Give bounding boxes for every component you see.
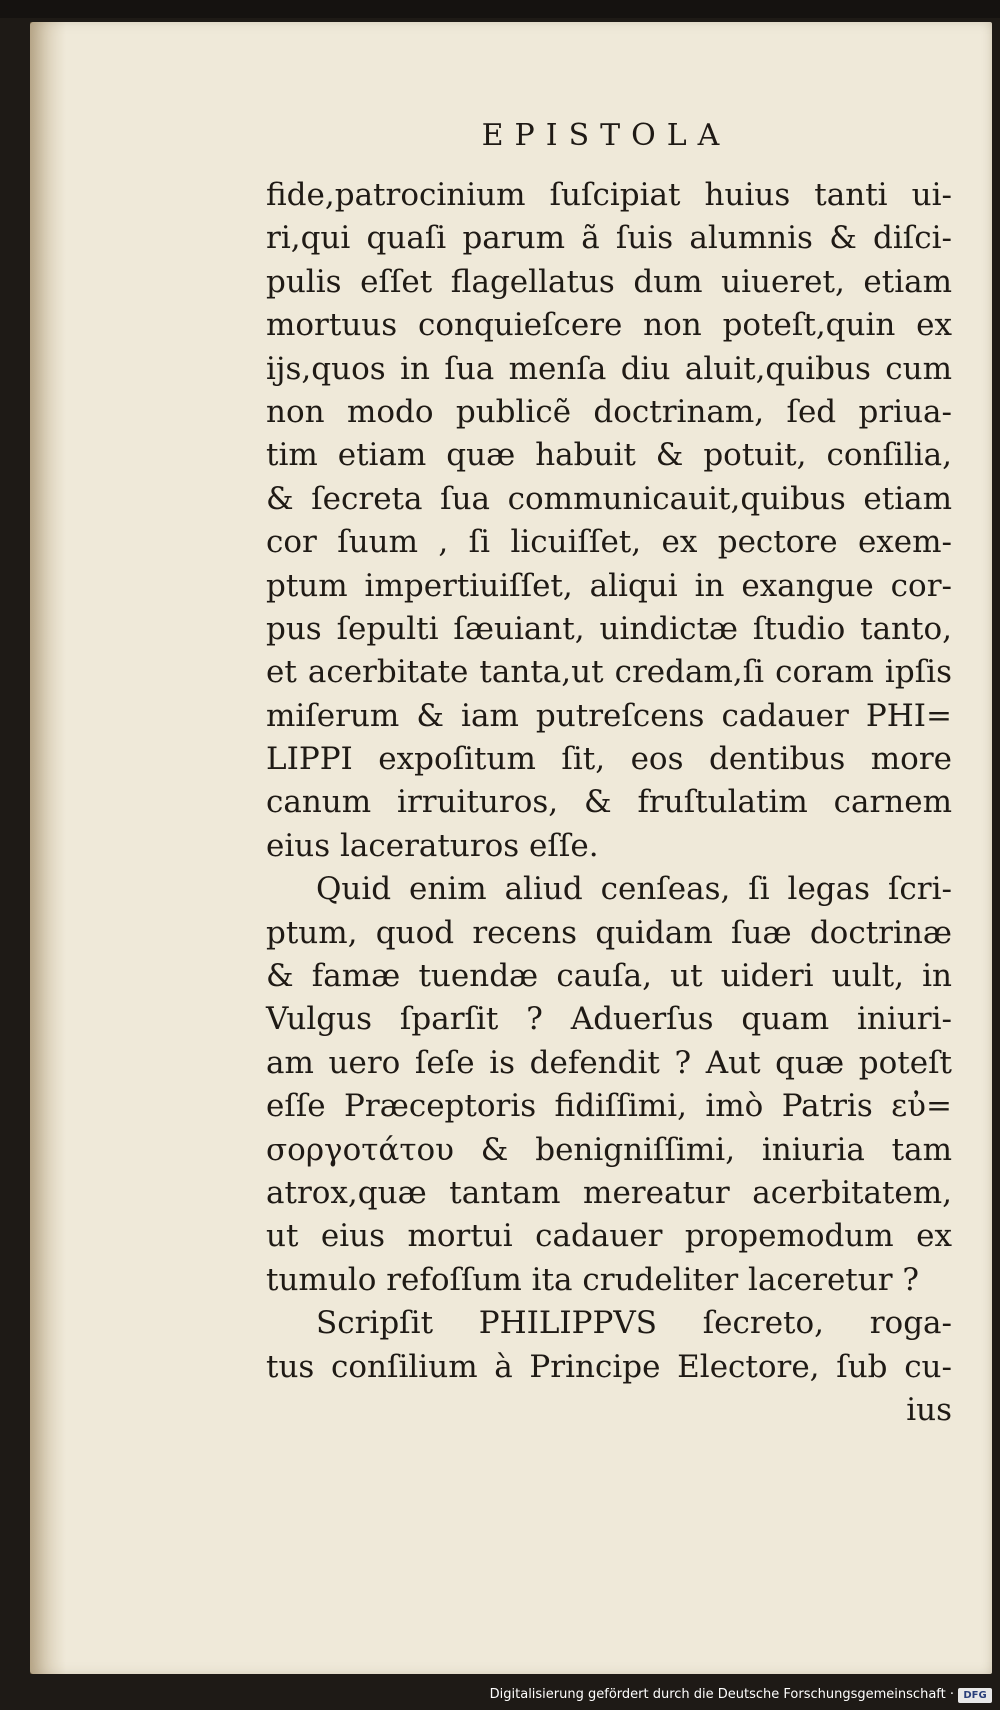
text-line: ptum, quod recens quidam ſuæ doctrinæ [266,914,952,951]
text-line: cor ſuum , ſi licuiſſet, ex pectore exem- [266,524,952,561]
text-line: pulis eſſet flagellatus dum uiueret, etiam [266,263,952,300]
digitization-footer [0,1680,1000,1710]
top-dark-border [0,0,1000,18]
paragraph-first-line: Quid enim aliud cenſeas, ſi legas ſcri- [316,871,952,908]
text-line: eius laceraturos eſſe. [266,827,599,864]
text-line: ptum impertiuiſſet, aliqui in exangue cor- [266,567,952,604]
text-line: Vulgus ſparſit ? Aduerſus quam iniuri- [266,1001,952,1038]
text-line: ri,qui quaſi parum ã ſuis alumnis & diſci- [266,220,952,257]
text-line: canum irruituros, & fruſtulatim carnem [266,784,952,821]
text-line: tumulo refoſſum ita crudeliter laceretur ? [266,1261,920,1298]
text-line: atrox,quæ tantam mereatur acerbitatem, [266,1174,952,1211]
text-line: eſſe Præceptoris fidiſſimi, imò Patris εὐ= [266,1088,952,1125]
text-line: mortuus conquieſcere non poteſt,quin ex [266,307,952,344]
text-line: & ſecreta ſua communicauit,quibus etiam [266,480,952,517]
text-line: et acerbitate tanta,ut credam,ſi coram ipſis [266,654,952,691]
running-header: EPISTOLA [481,118,731,153]
text-line: ijs,quos in ſua menſa diu aluit,quibus cum [266,350,952,387]
paragraph-first-line: Scripſit PHILIPPVS ſecreto, roga- [316,1305,952,1342]
text-line: am uero ſeſe is defendit ? Aut quæ poteſt [266,1044,952,1081]
text-line: non modo publicẽ doctrinam, ſed priua- [266,393,952,430]
page-gutter-shadow [30,22,66,1674]
text-line: pus ſepulti ſæuiant, uindictæ ſtudio tanto, [266,610,952,647]
text-line: & famæ tuendæ cauſa, ut uideri uult, in [266,958,952,995]
text-line: σοργοτάτου & benigniſſimi, iniuria tam [266,1131,952,1168]
body-text [266,174,966,1432]
text-line: tim etiam quæ habuit & potuit, conſilia, [266,437,952,474]
dfg-logo: DFG [958,1688,992,1703]
text-line: miſerum & iam putreſcens cadauer PHI= [266,697,952,734]
text-line: tus conſilium à Principe Electore, ſub cu- [266,1348,952,1385]
catchword: ius [906,1391,952,1428]
book-page [30,22,992,1674]
text-line: LIPPI expoſitum ſit, eos dentibus more [266,741,952,778]
funding-notice: Digitalisierung gefördert durch die Deutsche Forschungsgemeinschaft · [489,1687,954,1702]
text-line: fide,patrocinium ſuſcipiat huius tanti ui- [266,177,952,213]
text-line: ut eius mortui cadauer propemodum ex [266,1218,952,1255]
